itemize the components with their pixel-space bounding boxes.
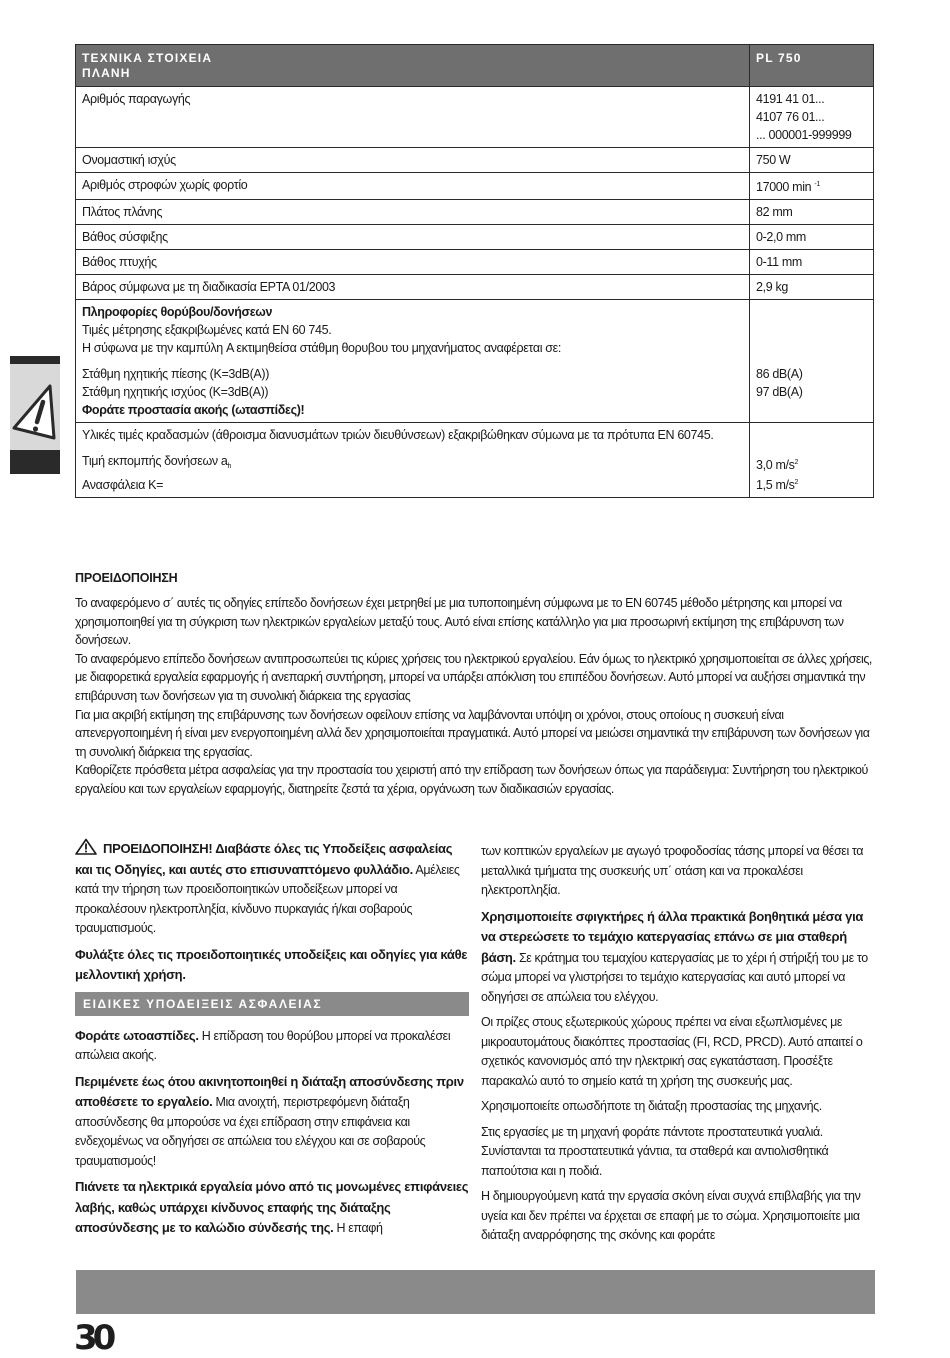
table-row [76,87,874,148]
noise-info [76,300,750,423]
row-label: Ονομαστική ισχύς [76,148,750,173]
noise-line-2: Η σύφωνα με την καμπύλη A εκτιμηθείσα στάθμη θορυβου του μηχανήματος αναφέρεται σε: [82,341,561,355]
vibration-row [76,423,874,498]
clamp-workpiece-paragraph: Χρησιμοποιείτε σφιγκτήρες ή άλλα πρακτικά βοηθητικά μέσα για να στερεώσετε το τεμάχιο κατεργασίας επάνω σε μια σταθερή βάση. Σε κράτημα του τεμαχίου κατεργασίας με το χέρι ή στήριξή του με το σώμα μπορεί να γλιστρήσει το τεμάχιο κατεργασίας και αυτό μπορεί να οδηγήσει σε απώλεια του ελέγχου. [481,908,868,1004]
table-header-row [76,45,874,87]
uncertainty-label: Ανασφάλεια K= [82,478,164,492]
vibration-emission-value: 3,0 $m/s^2$ [756,458,799,472]
header-title-line-2: ΠΛΑΝΗ [82,66,131,80]
row-label: Βάθος σύσφιξης [76,225,750,250]
vibration-values [750,423,874,498]
production-number-range: ... 000001-999999 [756,128,852,142]
page-number: 30 [74,1318,112,1358]
noise-title: Πληροφορίες θορύβου/δονήσεων [82,305,273,319]
ear-protection-note: Φοράτε προστασία ακοής (ωτασπίδες)! [82,403,305,417]
ear-protection-paragraph: Φοράτε ωτοασπίδες. Η επίδραση του θορύβου μπορεί να προκαλέσει απώλεια ακοής. [75,1027,451,1062]
production-number-2: 4107 76 01... [756,110,825,124]
row-label: Αριθμός παραγωγής [76,87,750,148]
row-value [750,173,874,200]
contact-continuation-paragraph: των κοπτικών εργαλείων με αγωγό τροφοδοσίας τάσης μπορεί να θέσει τα μεταλλικά τμήματα της συσκευής υπ΄ οτάση και να προκαλέσει ηλεκτροπληξία. [481,844,864,897]
footer-bar [76,1270,875,1314]
vibration-warning-text [75,594,875,799]
row-label: Πλάτος πλάνης [76,200,750,225]
warning-paragraph: Για μια ακριβή εκτίμηση της επιβάρυνσης των δονήσεων οφείλουν επίσης να λαμβάνονται υπόψη οι χρόνοι, στους οποίους η συσκευή είναι απενεργοποιημένη ή είναι μεν ενεργοποιημένη αλλά δεν χρησιμοποιείται πραγματικά. Αυτό μπορεί να μειώσει σημαντικά την επιβάρυνση των δονήσεων για τη συνολική διάρκεια της εργασίας. [75,707,870,759]
table-row [76,225,874,250]
noise-row [76,300,874,423]
row-value: 750 W [750,148,874,173]
table-header-title [76,45,750,87]
warning-triangle-icon [75,838,97,855]
warning-paragraph: Το αναφερόμενο επίπεδο δονήσεων αντιπροσωπεύει τις κύριες χρήσεις του ηλεκτρικού εργαλείου. Εάν όμως το ηλεκτρικό χρησιμοποιείται σε άλλες χρήσεις, με διαφορετικά εργαλεία εφαρμογής ή ανεπαρκή συντήρηση, μπορεί να υπάρξει απόκλιση του επιπέδου δονήσεων. Αυτό μπορεί να αυξήσει σημαντικά την επιβάρυνση των δονήσεων για τη συνολική διάρκεια της εργασίας [75,651,872,703]
general-warning-paragraph: ΠΡΟΕΙΔΟΠΟΙΗΣΗ! Διαβάστε όλες τις Υποδείξεις ασφαλείας και τις Οδηγίες, και αυτές στο επισυναπτόμενο φυλλάδιο. Αμέλειες κατά την τήρηση των προειδοποιητικών υποδείξεων μπορεί να προκαλέσουν ηλεκτροπληξία, κίνδυνο πυρκαγιάς ή/και σοβαρούς τραυματισμούς. [75,838,469,939]
side-warning-tab [10,356,60,474]
header-title-line-1: ΤΕΧΝΙΚΑ ΣΤΟΙΧΕΙΑ [82,51,213,65]
row-label: Βάθος πτυχής [76,250,750,275]
noise-values [750,300,874,423]
production-number-1: 4191 41 01... [756,92,825,106]
row-value: 0-2,0 mm [750,225,874,250]
table-row [76,148,874,173]
sound-power-value: 97 dB(A) [756,385,803,399]
speed-unit-exponent: -1 [814,181,820,188]
table-row [76,250,874,275]
vibration-emission-label: Τιμή εκπομπής δονήσεων $a_h$ [82,454,232,470]
row-value: 0-11 mm [750,250,874,275]
right-column [481,842,875,1252]
dust-paragraph: Η δημιουργούμενη κατά την εργασία σκόνη είναι συχνά επιβλαβής για την υγεία και δεν πρέπει να έρχεται σε επαφή με το σώμα. Χρησιμοποιείτε μια διάταξη αναρρόφησης της σκόνης και φοράτε [481,1189,861,1242]
side-tab-panel [10,364,60,450]
table-row [76,173,874,200]
wait-standstill-paragraph: Περιμένετε έως ότου ακινητοποιηθεί η διάταξη αποσύνδεσης πριν αποθέσετε το εργαλείο. Μια ανοιχτή, περιστρεφόμενη διάταξη αποσύνδεσης θα μπορούσε να έχει επίδραση στην επιφάνεια και ενδεχομένως να οδηγήσει σε απώλεια του ελέγχου και σε σοβαρούς τραυματισμούς! [75,1073,464,1168]
sound-power-label: Στάθμη ηχητικής ισχύος (K=3dB(A)) [82,385,269,399]
left-column [75,838,469,1245]
protection-device-paragraph: Χρησιμοποιείτε οπωσδήποτε τη διάταξη προστασίας της μηχανής. [481,1099,822,1113]
vibration-warning-heading: ΠΡΟΕΙΔΟΠΟΙΗΣΗ [75,571,178,585]
warning-paragraph: Το αναφερόμενο σ΄ αυτές τις οδηγίες επίπεδο δονήσεων έχει μετρηθεί με μια τυποποιημένη σύμφωνα με το EN 60745 μέθοδο μέτρησης και μπορεί να χρησιμοποιηθεί για τη σύγκριση των ηλεκτρικών εργαλείων μεταξύ τους. Αυτό είναι επίσης κατάλληλο για μια προσωρινή εκτίμηση της επιβάρυνση των δονήσεων. [75,596,844,648]
table-header-model: PL 750 [750,45,874,87]
table-row [76,200,874,225]
outdoor-sockets-paragraph: Οι πρίζες στους εξωτερικούς χώρους πρέπει να είναι εξωπλισμένες με μικροαυτομάτους διακόπτες προστασίας (FI, RCD, PRCD). Αυτό απαιτεί ο σχετικός κανονισμός από την ηλεκτρική σας εγκατάσταση. Προσέξτε παρακαλώ αυτό το σημείο κατά τη χρήση της συσκευής μας. [481,1015,863,1088]
warning-exclamation-icon [10,364,60,450]
table-row [76,275,874,300]
sound-pressure-label: Στάθμη ηχητικής πίεσης (K=3dB(A)) [82,367,270,381]
sound-pressure-value: 86 dB(A) [756,367,803,381]
row-value [750,87,874,148]
speed-value: 17000 min [756,180,812,194]
uncertainty-value: 1,5 $m/s^2$ [756,478,799,492]
vibration-text: Υλικές τιμές κραδασμών (άθροισμα διανυσμάτων τριών διευθύνσεων) εξακριβώθηκαν σύμωνα με τα πρότυπα EN 60745. [82,428,714,442]
keep-instructions-paragraph: Φυλάξτε όλες τις προειδοποιητικές υποδείξεις και οδηγίες για κάθε μελλοντική χρήση. [75,946,468,982]
noise-line-1: Τιμές μέτρησης εξακριβωμένες κατά EN 60 745. [82,323,332,337]
protective-gear-paragraph: Στις εργασίες με τη μηχανή φοράτε πάντοτε προστατευτικά γυαλιά. Συνίστανται τα προστατευτικά γάντια, τα σταθερά και αντιολισθητικά παπούτσια και η ποδιά. [481,1124,829,1178]
section-title-bar: ΕΙΔΙΚΕΣ ΥΠΟΔΕΙΞΕΙΣ ΑΣΦΑΛΕΙΑΣ [75,992,469,1016]
row-value: 82 mm [750,200,874,225]
insulated-grip-paragraph: Πιάνετε τα ηλεκτρικά εργαλεία μόνο από τις μονωμένες επιφάνειες λαβής, καθώς υπάρχει κίνδυνος επαφής της διάταξης αποσύνδεσης με το καλώδιο σύνδεσής της. Η επαφή [75,1179,469,1235]
row-label: Αριθμός στροφών χωρίς φορτίο [76,173,750,200]
warning-paragraph: Καθορίζετε πρόσθετα μέτρα ασφαλείας για την προστασία του χειριστή από την επίδραση των δονήσεων όπως για παράδειγμα: Συντήρηση του ηλεκτρικού εργαλείου και των εργαλείων εφαρμογής, διατηρείτε ζεστά τα χέρια, οργάνωση των διαδικασιών εργασίας. [75,763,868,796]
vibration-info [76,423,750,498]
row-label: Βάρος σύμφωνα με τη διαδικασία EPTA 01/2003 [76,275,750,300]
technical-data-table [75,44,874,498]
row-value: 2,9 kg [750,275,874,300]
